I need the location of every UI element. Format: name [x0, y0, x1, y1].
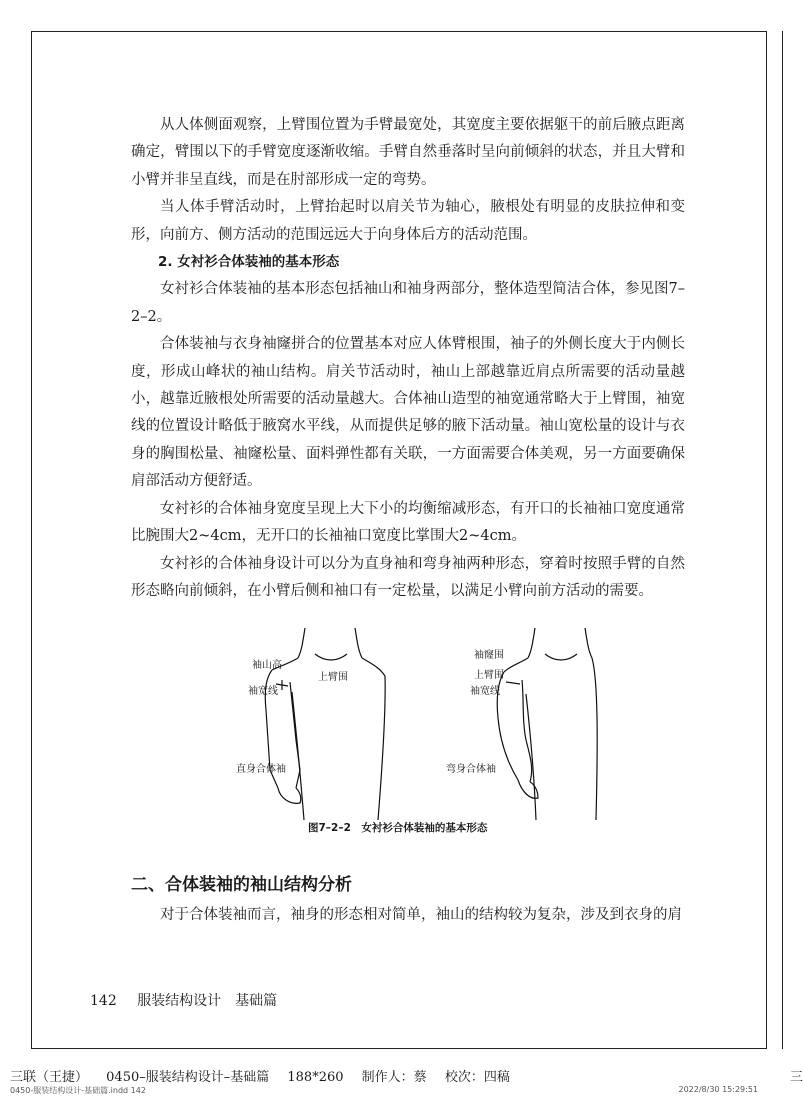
- slug-job: 0450–服装结构设计–基础篇: [106, 1070, 270, 1085]
- print-slug: [10, 1066, 524, 1085]
- paragraph: 女衬衫的合体袖身宽度呈现上大下小的均衡缩减形态，有开口的长袖袖口宽度通常比腕围大2~4cm，无开口的长袖袖口宽度比掌围大2~4cm。: [131, 500, 685, 545]
- label-curved-sleeve: 弯身合体袖: [446, 764, 496, 775]
- paragraph: 合体装袖与衣身袖窿拼合的位置基本对应人体臂根围，袖子的外侧长度大于内侧长度，形成山峰状的袖山结构。肩关节活动时，袖山上部越靠近肩点所需要的活动量越小，越靠近腋根处所需要的活动量越大。合体袖山造型的袖宽通常略大于上臂围，袖宽线的位置设计略低于腋窝水平线，从而提供足够的腋下活动量。袖山宽松量的设计与衣身的胸围松量、袖窿松量、面料弹性都有关联，一方面需要合体美观，另一方面要确保肩部活动方便舒适。: [131, 336, 685, 490]
- paragraph: 女衬衫的合体袖身设计可以分为直身袖和弯身袖两种形态，穿着时按照手臂的自然形态略向前倾斜，在小臂后侧和袖口有一定松量，以满足小臂向前方活动的需要。: [131, 555, 685, 599]
- section-title: 二、合体装袖的袖山结构分析: [131, 875, 352, 895]
- label-upper-arm: 上臂围: [474, 670, 504, 681]
- label-sleeve-width-line: 袖宽线: [248, 686, 278, 697]
- file-name: 0450-服装结构设计-基础篇.indd 142: [10, 1086, 146, 1095]
- slug-maker: 制作人：蔡: [361, 1070, 427, 1085]
- page-footer: [90, 990, 277, 1010]
- label-sleeve-cap-height: 袖山高: [252, 660, 282, 671]
- slug-publisher: 三联（王捷）: [10, 1070, 89, 1085]
- paragraph: 对于合体装袖而言，袖身的形态相对简单，袖山的结构较为复杂，涉及到衣身的肩: [160, 907, 682, 923]
- paragraph: 女衬衫合体装袖的基本形态包括袖山和袖身两部分，整体造型简洁合体，参见图7–2–2。: [131, 281, 685, 325]
- straight-sleeve-drawing: [265, 628, 385, 820]
- paragraph: 当人体手臂活动时，上臂抬起时以肩关节为轴心，腋根处有明显的皮肤拉伸和变形，向前方、侧方活动的范围远远大于向身体后方的活动范围。: [131, 199, 685, 243]
- figure-caption: 图7–2–2 女衬衫合体装袖的基本形态: [308, 822, 488, 834]
- slug-right: 三: [790, 1070, 803, 1085]
- file-info-line: [10, 1085, 780, 1096]
- file-timestamp: 2022/8/30 15:29:51: [678, 1085, 758, 1094]
- label-straight-sleeve: 直身合体袖: [236, 764, 286, 775]
- page-number: 142: [90, 993, 117, 1009]
- body-text: [131, 112, 685, 605]
- label-armhole: 袖窿围: [474, 650, 504, 661]
- subheading: 2. 女衬衫合体装袖的基本形态: [158, 254, 340, 271]
- paragraph: 从人体侧面观察，上臂围位置为手臂最宽处，其宽度主要依据躯干的前后腋点距离确定，臂围以下的手臂宽度逐渐收缩。手臂自然垂落时呈向前倾斜的状态，并且大臂和小臂并非呈直线，而是在肘部形成一定的弯势。: [131, 117, 685, 188]
- curved-sleeve-drawing: [497, 628, 597, 820]
- slug-proof: 校次：四稿: [444, 1070, 510, 1085]
- label-upper-arm: 上臂围: [318, 672, 348, 683]
- sleeve-figure: [230, 620, 610, 835]
- book-title: 服装结构设计 基础篇: [137, 993, 278, 1009]
- label-sleeve-width-line: 袖宽线: [470, 686, 500, 697]
- slug-size: 188*260: [287, 1070, 344, 1085]
- page-edge-rule: [782, 31, 783, 1049]
- sleeve-illustration: [230, 620, 610, 820]
